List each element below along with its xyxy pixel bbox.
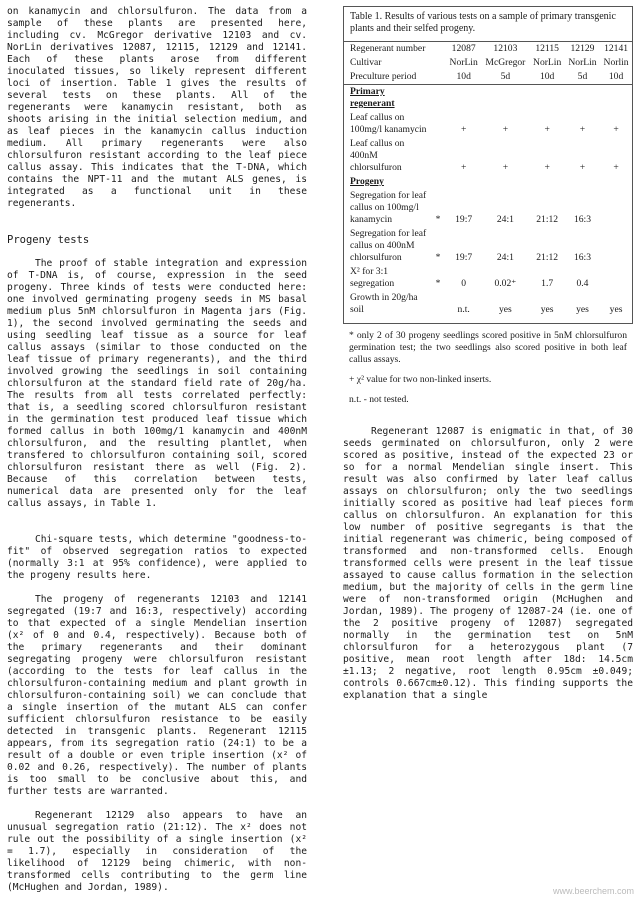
- table-footnotes: [343, 324, 633, 406]
- table-section-progeny: Progeny: [350, 176, 384, 187]
- left-column: [7, 6, 307, 894]
- progeny-heading: Progeny tests: [7, 234, 90, 246]
- table-1: [343, 6, 633, 324]
- table-row-cultivar: Cultivar NorLin McGregor NorLin NorLin Norlin: [350, 57, 629, 68]
- progeny-paragraph: The proof of stable integration and expression of T-DNA is, of course, expression in the seed progeny. Three kinds of tests were conducted here: one involved germinating progeny seeds in MS basal medium plus 5nM chlorsulfuron in Magenta jars (Fig. 1), the second involved germinating the seeds and using seedling leaf tissue as a source for leaf callus assays (similar to those conducted on the leaf tissue of primary regenerants), and the third involved growing the seedlings in soil containing chlorsulfuron at the standard field rate of 20g/ha. The results from all tests correlated perfectly: that is, a seedling scored chlorsulfuron resistant in the germination test produced leaf tissue which formed callus in both 100mg/1 kanamycin and 400nM chlorsulfuron, and the resulting plantlet, when transfered to chlorsulfuron containing soil, scored chlorsulfuron resistant there as well (Fig. 2). Because of this correlation between tests, numerical data are presented only for the leaf callus assays, in Table 1.: [7, 258, 307, 509]
- regenerant-12087-paragraph: Regenerant 12087 is enigmatic in that, of 30 seeds germinated on chlorsulfuron, only 2 were scored as positive, instead of the expected 23 or so for a normal Mendelian single insert. This result was also confirmed by later leaf callus assays on chlorsulfuron; only the two seedlings initially scored as positive had leaf pieces form callus on chlorsulfuron. An explanation for this low number of positive segregants is that the initial regenerant was chimeric, being composed of transformed and non-transformed cells. Enough transformed cells were present in the leaf tissue assayed to cause callus formation in the selection medium, but the majority of cells in the germ line were of non-transformed origin (McHughen and Jordan, 1989). The progeny of 12087-24 (ie. one of the 2 positive progeny of 12087) segregated normally in the germination test on 5nM chlorsulfuron for a heterozygous plant (7 positive, mean root length after 18d: 14.5cm ±1.13; 2 negative, root length 0.95cm ±0.049; controls 0.667cm±0.12). This finding supports the explanation that a single: [343, 426, 633, 701]
- regenerant-12129-paragraph: Regenerant 12129 also appears to have an unusual segregation ratio (21:12). The x² does not rule out the possibility of a single insertion (x² = 1.7), especially in consideration of the likelihood of 12129 being chimeric, with non-transformed cells contributing to the germ line (McHughen and Jordan, 1989).: [7, 810, 307, 893]
- table-row-seg-chlorsulfuron: Segregation for leaf callus on 400nM chlorsulfuron * 19:7 24:1 21:12 16:3: [350, 228, 591, 263]
- table-row-regenerant-number: Regenerant number 12087 12103 12115 12129 12141: [350, 43, 629, 54]
- table-row-growth: Growth in 20g/ha soil n.t. yes yes yes yes: [350, 292, 623, 315]
- table-row-kanamycin: Leaf callus on 100mg/l kanamycin + + + + +: [350, 112, 619, 135]
- footnote-plus: + χ² value for two non-linked inserts.: [349, 374, 492, 385]
- chi-square-paragraph: Chi-square tests, which determine "goodness-to-fit" of observed segregation ratios to expected (normally 3:1 at 95% confidence), were applied to the progeny results here.: [7, 534, 307, 581]
- right-column: [343, 6, 633, 702]
- watermark: www.beerchem.com: [552, 886, 634, 896]
- table-row-preculture: Preculture period 10d 5d 10d 5d 10d: [350, 71, 624, 82]
- table-caption: Table 1. Results of various tests on a sample of primary transgenic plants and their selfed progeny.: [344, 11, 632, 42]
- table-row-chi-square: X² for 3:1 segregation * 0 0.02⁺ 1.7 0.4: [350, 266, 589, 289]
- intro-paragraph: on kanamycin and chlorsulfuron. The data from a sample of these plants are presented here, including cv. McGregor derivative 12103 and cv. NorLin derivatives 12087, 12115, 12129 and 12141. Each of these plants arose from different inoculated tissues, so likely represent different loci of insertion. Table 1 gives the results of several tests on these plants. All of the regenerants were kanamycin resistant, both as shoots arising in the initial selection medium, and as leaf pieces in the kanamycin callus induction medium. All primary regenerants were also chlorsulfuron resistant according to the leaf piece callus assay. This indicates that the T-DNA, which contains the NPT-11 and the mutant ALS genes, is integrated as a functional unit in these regenerants.: [7, 6, 307, 209]
- table-row-chlorsulfuron: Leaf callus on 400nM chlorsulfuron + + + + +: [350, 138, 619, 173]
- results-table: [344, 42, 632, 317]
- footnote-star: * only 2 of 30 progeny seedlings scored positive in 5nM chlorsulfuron germination test; the two seedlings also scored positive in both leaf callus assays.: [349, 330, 627, 365]
- table-row-seg-kanamycin: Segregation for leaf callus on 100mg/l kanamycin * 19:7 24:1 21:12 16:3: [350, 190, 591, 225]
- table-section-primary: Primary regenerant: [350, 86, 395, 109]
- regenerant-12103-paragraph: The progeny of regenerants 12103 and 12141 segregated (19:7 and 16:3, respectively) according to that expected of a single Mendelian insertion (x² of 0 and 0.4, respectively). Because both of the primary regenerants and their dominant segregating progeny were chlorsulfuron resistant (according to the tests for leaf callus in the chlorsulfuron-containing medium and plant growth in chlorsulfuron-containing soil) we can conclude that a single insertion of the mutant ALS can confer sufficient chlorsulfuron resistance to be easily detected in transgenic plants. Regenerant 12115 appears, from its segregation ratio (24:1) to be a result of a double or even triple insertion (x² of 0.02 and 0.26, respectively). The number of plants is too small to be conclusive about this, and further tests are warranted.: [7, 594, 307, 797]
- footnote-nt: n.t. - not tested.: [349, 394, 409, 405]
